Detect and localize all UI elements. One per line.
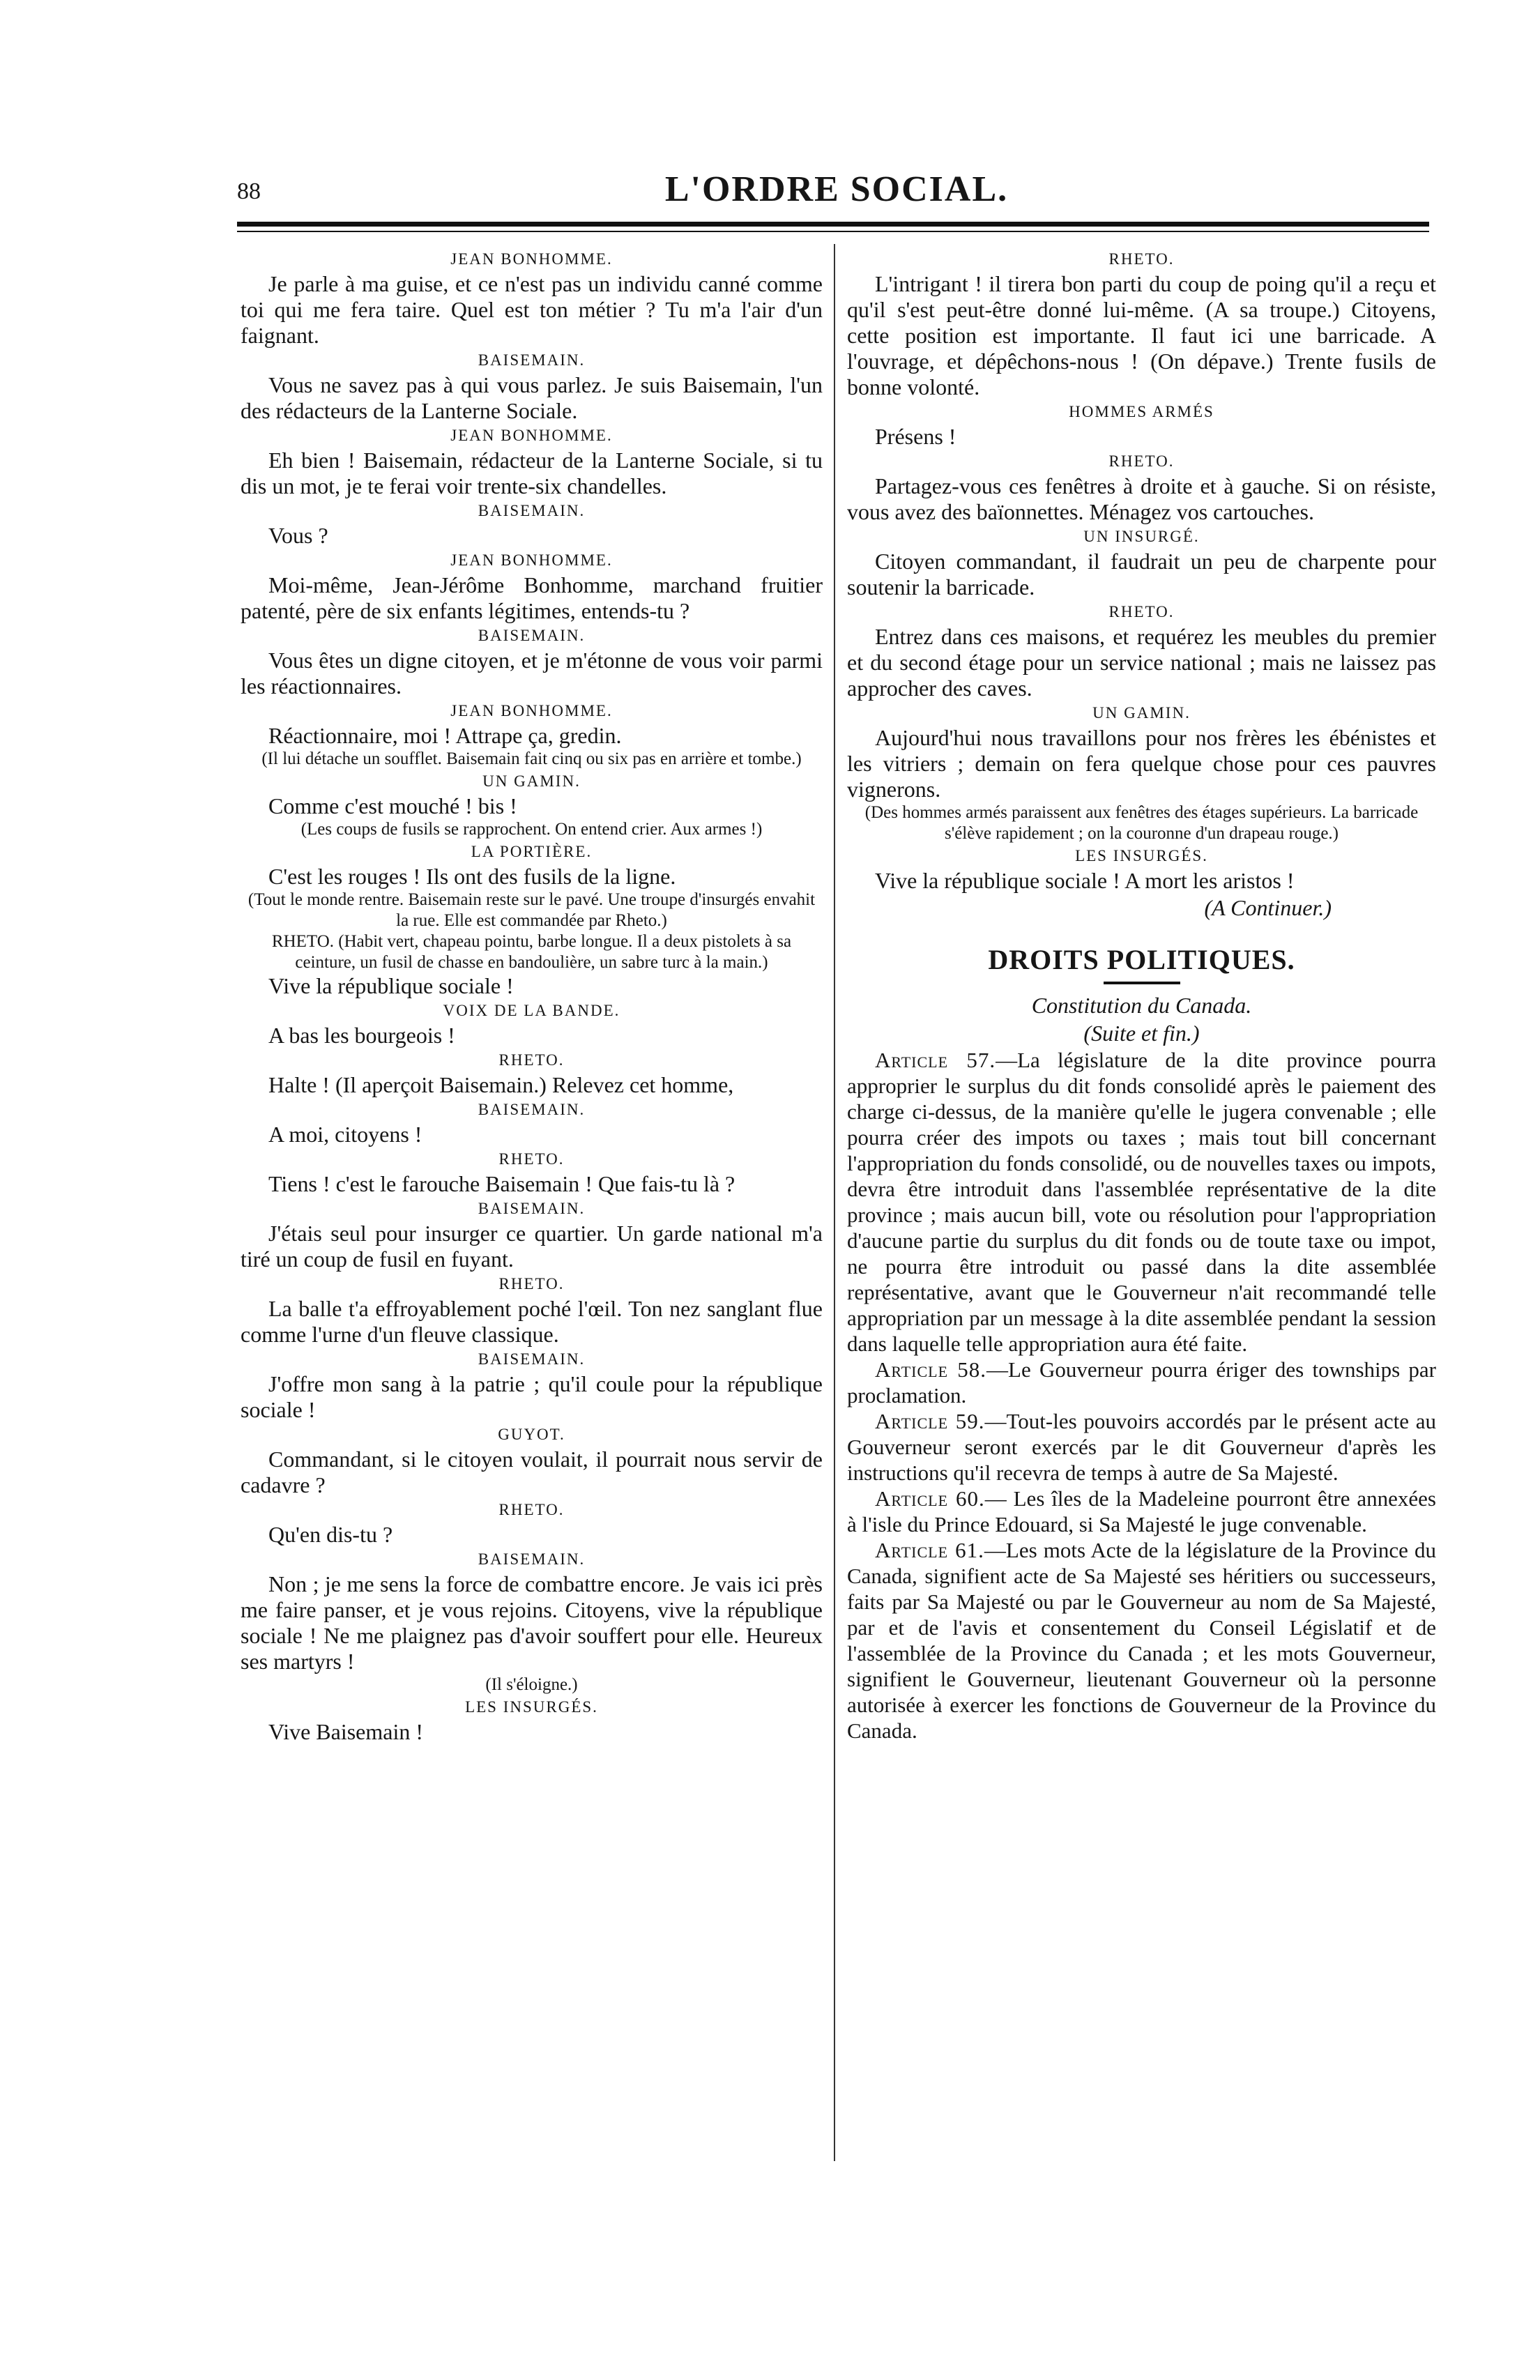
dialogue-line: Vous êtes un digne citoyen, et je m'étonne de vous voir parmi les réactionnaires. — [241, 648, 823, 699]
dialogue-line: J'offre mon sang à la patrie ; qu'il coule pour la république sociale ! — [241, 1371, 823, 1422]
dialogue-line: Comme c'est mouché ! bis ! — [268, 793, 517, 818]
stage-direction: (Il s'éloigne.) — [485, 1675, 578, 1694]
dialogue-line: Présens ! — [875, 424, 956, 449]
speaker-name: UN INSURGÉ. — [1083, 528, 1200, 545]
stage-direction: (Tout le monde rentre. Baisemain reste sur le pavé. Une troupe d'insurgés envahit la rue. Elle est commandée par Rheto.) — [247, 890, 816, 930]
dialogue-line: A bas les bourgeois ! — [268, 1023, 455, 1048]
dialogue-line: Réactionnaire, moi ! Attrape ça, gredin. — [268, 723, 622, 748]
article-paragraph — [847, 1408, 1436, 1486]
dialogue-line: Citoyen commandant, il faudrait un peu de charpente pour soutenir la barricade. — [847, 549, 1436, 600]
speaker-name: RHETO. — [498, 1150, 565, 1168]
speaker-name: BAISEMAIN. — [478, 627, 586, 644]
speaker-name: RHETO. — [498, 1051, 565, 1069]
stage-direction: (Des hommes armés paraissent aux fenêtres des étages supérieurs. La barricade s'élève rapidement ; on la couronne d'un drapeau rouge.) — [864, 803, 1419, 843]
article-paragraph — [847, 1047, 1436, 1357]
speaker-name: JEAN BONHOMME. — [450, 250, 613, 268]
title-ornament-rule — [1104, 982, 1180, 984]
dialogue-line: Entrez dans ces maisons, et requérez les meubles du premier et du second étage pour un service national ; mais ne laissez pas approcher des caves. — [847, 624, 1436, 701]
speaker-name: RHETO. — [498, 1275, 565, 1292]
section-subtitle: Constitution du Canada. — [1031, 993, 1252, 1018]
page-number: 88 — [237, 178, 261, 204]
journal-title: L'ORDRE SOCIAL. — [664, 169, 1009, 209]
speaker-name: BAISEMAIN. — [478, 1550, 586, 1568]
speaker-name: UN GAMIN. — [482, 772, 581, 790]
article-text: — Les îles de la Madeleine pourront être annexées à l'isle du Prince Edouard, si Sa Majesté le juge convenable. — [847, 1486, 1436, 1536]
dialogue-line: L'intrigant ! il tirera bon parti du coup de poing qu'il a reçu et qu'il s'est peut-être donné lui-même. (A sa troupe.) Citoyens, cette position est importante. Il faut ici une barricade. A l'ouvrage, et dépêchons-nous ! (On dépave.) Trente fusils de bonne volonté. — [847, 271, 1436, 399]
dialogue-line: Vive Baisemain ! — [268, 1719, 424, 1744]
dialogue-line: Vous ? — [268, 523, 328, 548]
stage-direction: (Il lui détache un soufflet. Baisemain fait cinq ou six pas en arrière et tombe.) — [261, 749, 802, 768]
header-rule-thick — [237, 222, 1429, 227]
speaker-name: LES INSURGÉS. — [1075, 847, 1208, 864]
article-paragraph — [847, 1486, 1436, 1537]
column-divider — [834, 244, 835, 2161]
dialogue-line: C'est les rouges ! Ils ont des fusils de la ligne. — [268, 864, 676, 889]
speaker-name: BAISEMAIN. — [478, 1350, 586, 1368]
section-subtitle-note: (Suite et fin.) — [1083, 1021, 1200, 1046]
continuation-note: (A Continuer.) — [1204, 895, 1332, 920]
dialogue-line: J'étais seul pour insurger ce quartier. Un garde national m'a tiré un coup de fusil en fuyant. — [241, 1221, 823, 1272]
dialogue-line: Halte ! (Il aperçoit Baisemain.) Relevez cet homme, — [268, 1072, 734, 1097]
speaker-name: LES INSURGÉS. — [465, 1698, 598, 1716]
article-text: —La législature de la dite province pourra approprier le surplus du dit fonds consolidé après le paiement des charge ci-dessus, de la manière qu'elle le jugera convenable ; elle pourra créer des impots ou taxes ; mais tout bill concernant l'appropriation du fonds consolidé, ou de nouvelles taxes ou impots, devra être introduit dans l'assemblée représentative de la dite province ; mais aucun bill, vote ou résolution pour l'appropriation d'aucune partie du surplus du dit fonds ou de toute taxe ou impot, ne pourra être introduit ou passé dans la dite assemblée représentative, avant que le Gouverneur n'ait recommandé telle appropriation par un message à la dite assemblée pendant la session dans laquelle telle appropriation aura été faite. — [847, 1048, 1436, 1356]
speaker-name: BAISEMAIN. — [478, 1200, 586, 1217]
speaker-name: HOMMES ARMÉS — [1069, 403, 1214, 420]
article-text: —Tout-les pouvoirs accordés par le présent acte au Gouverneur seront exercés par le dit Gouverneur d'après les instructions qu'il recevra de temps à autre de Sa Majesté. — [847, 1409, 1436, 1485]
dialogue-line: La balle t'a effroyablement poché l'œil. Ton nez sanglant flue comme l'urne d'un fleuve classique. — [241, 1296, 823, 1347]
dialogue-line: Eh bien ! Baisemain, rédacteur de la Lanterne Sociale, si tu dis un mot, je te ferai voir trente-six chandelles. — [241, 448, 823, 498]
speaker-name: GUYOT. — [498, 1426, 565, 1443]
article-text: —Les mots Acte de la législature de la Province du Canada, signifient acte de Sa Majesté ses héritiers ou successeurs, faits par Sa Majesté ou par le Gouverneur au nom de Sa Majesté, par et de l'avis et consentement du Conseil Législatif et de l'assemblée de la Province du Canada ; et les mots Gouverneur, signifient le Gouverneur, lieutenant Gouverneur où la personne autorisée à exercer les fonctions de Gouverneur de la Province du Canada. — [847, 1538, 1436, 1743]
speaker-name: UN GAMIN. — [1092, 704, 1191, 722]
stage-direction: (Les coups de fusils se rapprochent. On entend crier. Aux armes !) — [300, 820, 763, 839]
article-paragraph — [847, 1537, 1436, 1744]
page-header — [237, 167, 1436, 224]
speaker-name: JEAN BONHOMME. — [450, 702, 613, 719]
dialogue-line: Je parle à ma guise, et ce n'est pas un individu canné comme toi qui me fera taire. Quel est ton métier ? Tu m'a l'air d'un faignant. — [241, 271, 823, 348]
speaker-name: BAISEMAIN. — [478, 1101, 586, 1118]
dialogue-line: Moi-même, Jean-Jérôme Bonhomme, marchand fruitier patenté, père de six enfants légitimes, entends-tu ? — [241, 572, 823, 623]
speaker-name: RHETO. — [1108, 250, 1175, 268]
dialogue-line: Non ; je me sens la force de combattre encore. Je vais ici près me faire panser, et je vous rejoins. Citoyens, vive la république sociale ! Ne me plaignez pas d'avoir souffert pour elle. Heureux ses martyrs ! — [241, 1571, 823, 1674]
speaker-name: BAISEMAIN. — [478, 351, 586, 369]
left-column — [241, 247, 823, 1745]
speaker-name: RHETO. — [498, 1501, 565, 1518]
article-label: Article 59. — [875, 1409, 985, 1433]
section-title: DROITS POLITIQUES. — [988, 944, 1295, 975]
article-label: Article 61. — [875, 1538, 984, 1562]
article-label: Article 60. — [875, 1486, 985, 1511]
speaker-name: BAISEMAIN. — [478, 502, 586, 519]
speaker-name: VOIX DE LA BANDE. — [443, 1002, 620, 1019]
article-label: Article 57. — [875, 1048, 996, 1072]
speaker-name: JEAN BONHOMME. — [450, 427, 613, 444]
dialogue-line: Tiens ! c'est le farouche Baisemain ! Que fais-tu là ? — [268, 1171, 735, 1196]
dialogue-line: Qu'en dis-tu ? — [268, 1522, 393, 1547]
article-text: —Le Gouverneur pourra ériger des townships par proclamation. — [847, 1357, 1437, 1408]
dialogue-line: Partagez-vous ces fenêtres à droite et à gauche. Si on résiste, vous avez des baïonnettes. Ménagez vos cartouches. — [847, 473, 1436, 524]
dialogue-line: Aujourd'hui nous travaillons pour nos frères les ébénistes et les vitriers ; demain on fera quelque chose pour ces pauvres vignerons. — [847, 725, 1436, 802]
play-continuation — [847, 247, 1436, 894]
dialogue-line: Vive la république sociale ! A mort les aristos ! — [875, 868, 1295, 893]
dialogue-line: Vous ne savez pas à qui vous parlez. Je suis Baisemain, l'un des rédacteurs de la Lanterne Sociale. — [241, 372, 823, 423]
speaker-name: RHETO. — [1108, 603, 1175, 620]
dialogue-line: Commandant, si le citoyen voulait, il pourrait nous servir de cadavre ? — [241, 1447, 823, 1497]
right-column — [847, 247, 1436, 1744]
dialogue-line: Vive la république sociale ! — [268, 973, 514, 998]
article-paragraph — [847, 1357, 1436, 1408]
speaker-name: RHETO. — [1108, 452, 1175, 470]
header-rule-thin — [237, 231, 1429, 232]
stage-direction: RHETO. (Habit vert, chapeau pointu, barbe longue. Il a deux pistolets à sa ceinture, un fusil de chasse en bandoulière, un sabre turc à la main.) — [271, 932, 792, 972]
articles-list — [847, 1047, 1436, 1744]
article-label: Article 58. — [875, 1357, 987, 1382]
dialogue-line: A moi, citoyens ! — [268, 1122, 422, 1147]
speaker-name: JEAN BONHOMME. — [450, 551, 613, 569]
speaker-name: LA PORTIÈRE. — [471, 843, 593, 860]
